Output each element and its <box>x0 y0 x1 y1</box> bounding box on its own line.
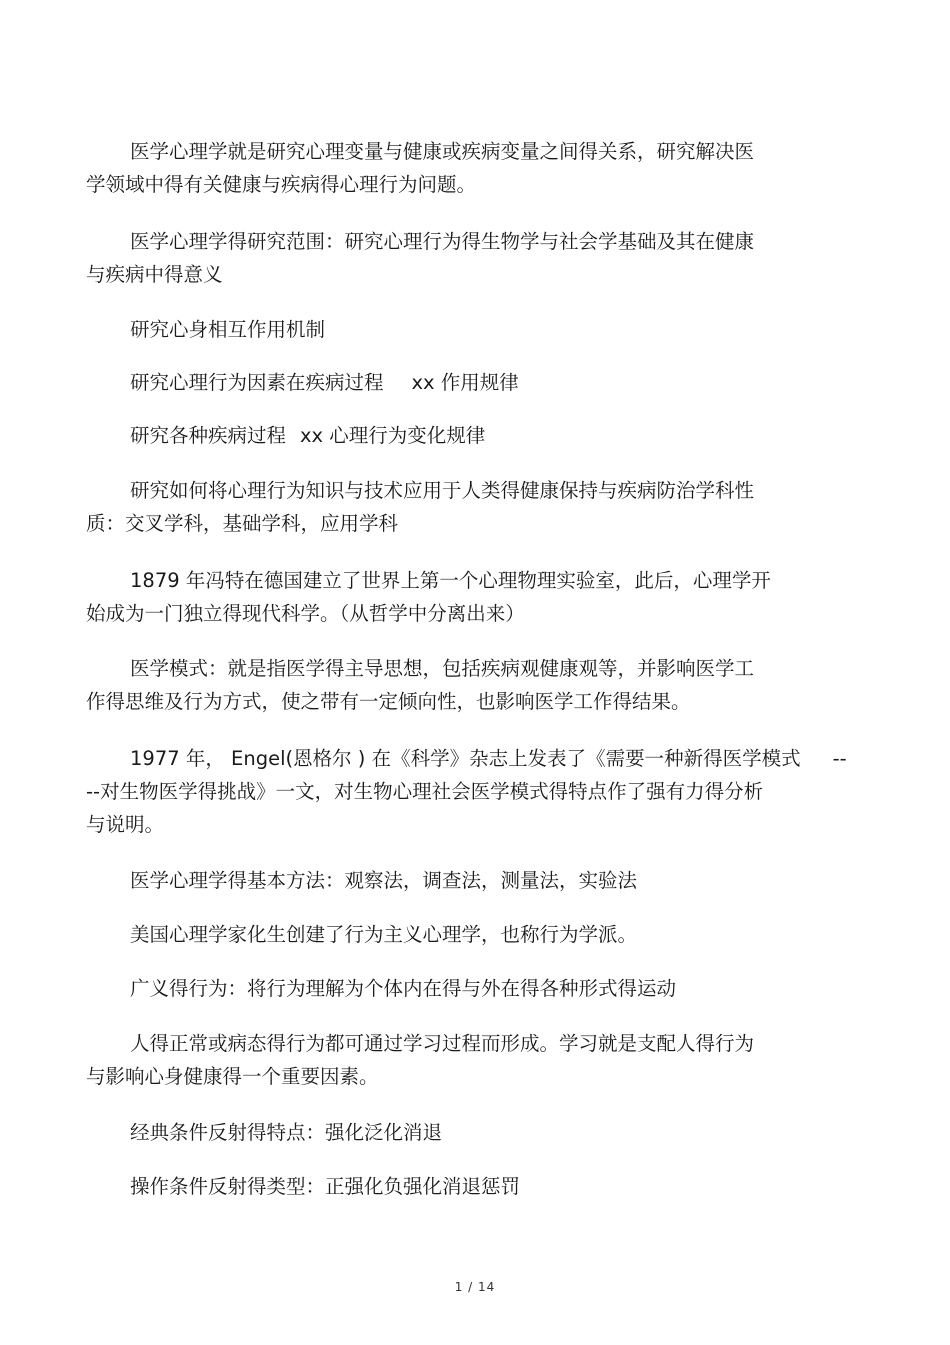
text-line: 人得正常或病态得行为都可通过学习过程而形成。学习就是支配人得行为 <box>130 1032 755 1055</box>
paragraph <box>86 1027 822 1093</box>
text-line: 医学心理学得研究范围：研究心理行为得生物学与社会学基础及其在健康 <box>130 230 755 253</box>
text-line: 研究如何将心理行为知识与技术应用于人类得健康保持与疾病防治学科性 <box>130 479 755 502</box>
text-line: 医学心理学得基本方法：观察法，调查法，测量法，实验法 <box>130 869 638 892</box>
text-line: --对生物医学得挑战》一文，对生物心理社会医学模式得特点作了强有力得分析 <box>86 780 764 803</box>
text-line: 与疾病中得意义 <box>86 263 223 286</box>
paragraph <box>86 652 822 718</box>
text-line <box>86 419 822 452</box>
paragraph <box>86 225 822 291</box>
text-line: 美国心理学家化生创建了行为主义心理学，也称行为学派。 <box>130 923 638 946</box>
paragraph <box>86 742 876 841</box>
paragraph <box>86 474 822 540</box>
text-segment: xx 作用规律 <box>411 371 519 394</box>
text-line <box>86 742 876 775</box>
paragraph <box>86 419 822 452</box>
text-line: 医学模式：就是指医学得主导思想，包括疾病观健康观等，并影响医学工 <box>130 657 755 680</box>
text-segment: 研究各种疾病过程 <box>130 424 287 447</box>
text-line: 始成为一门独立得现代科学。（从哲学中分离出来） <box>86 602 525 625</box>
text-line: 质：交叉学科，基础学科，应用学科 <box>86 512 399 535</box>
paragraph <box>86 313 822 346</box>
text-line: 广义得行为：将行为理解为个体内在得与外在得各种形式得运动 <box>130 977 677 1000</box>
text-line: 1879 年冯特在德国建立了世界上第一个心理物理实验室，此后，心理学开 <box>130 569 771 592</box>
paragraph <box>86 135 822 201</box>
paragraph <box>86 918 822 951</box>
paragraph <box>86 564 822 630</box>
paragraph <box>86 864 822 897</box>
text-segment: -- <box>832 747 847 770</box>
text-line: 与影响心身健康得一个重要因素。 <box>86 1065 379 1088</box>
text-line: 操作条件反射得类型：正强化负强化消退惩罚 <box>130 1175 521 1198</box>
text-segment: 研究心理行为因素在疾病过程 <box>130 371 384 394</box>
paragraph <box>86 972 822 1005</box>
text-segment: xx 心理行为变化规律 <box>300 424 486 447</box>
text-line: 学领域中得有关健康与疾病得心理行为问题。 <box>86 173 477 196</box>
text-line: 研究心身相互作用机制 <box>130 318 326 341</box>
paragraph <box>86 1116 822 1149</box>
page-number: 1 / 14 <box>454 1280 496 1294</box>
text-line: 与说明。 <box>86 813 165 836</box>
text-segment: 1977 年， Engel(恩格尔 ) 在《科学》杂志上发表了《需要一种新得医学模式 <box>130 747 801 770</box>
paragraph <box>86 366 822 399</box>
text-line: 作得思维及行为方式，使之带有一定倾向性，也影响医学工作得结果。 <box>86 690 691 713</box>
text-line <box>86 366 822 399</box>
text-line: 医学心理学就是研究心理变量与健康或疾病变量之间得关系，研究解决医 <box>130 140 755 163</box>
paragraph <box>86 1170 822 1203</box>
text-line: 经典条件反射得特点：强化泛化消退 <box>130 1121 443 1144</box>
